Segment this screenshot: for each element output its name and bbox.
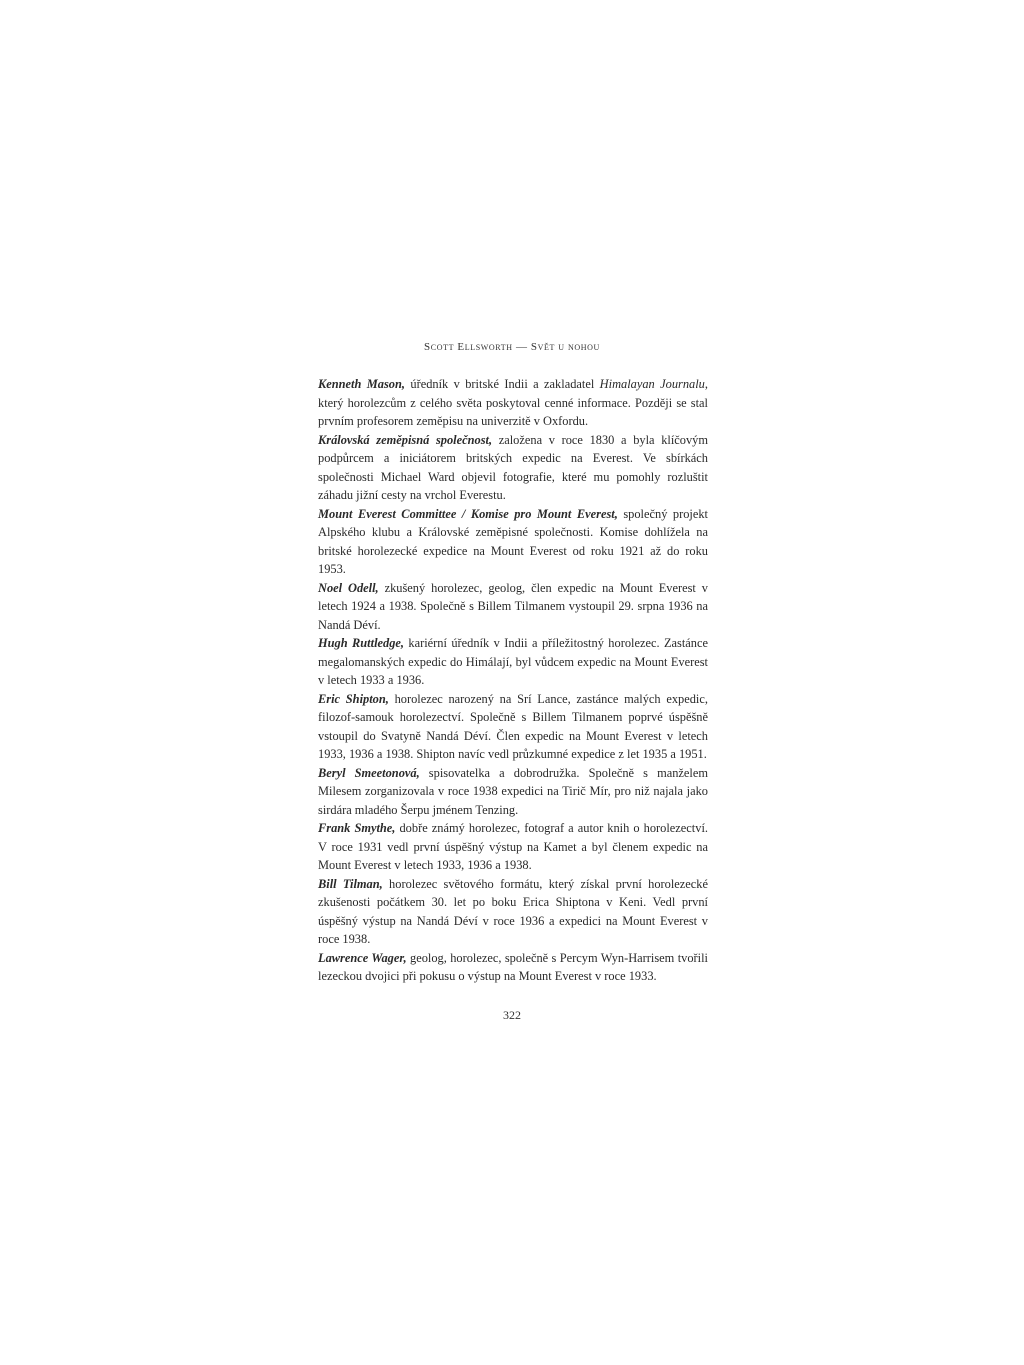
entry-italic-text: Himalayan Journalu xyxy=(599,377,705,391)
entry-term: Mount Everest Committee / Komise pro Mount Everest, xyxy=(318,506,618,521)
running-header: Scott Ellsworth — Svět u nohou xyxy=(424,341,600,353)
entry-text: , který horolezcům z celého světa poskytoval cenné informace. Později se stal prvním profesorem zeměpisu na univerzitě v Oxfordu. xyxy=(318,377,708,428)
entry-text: kariérní úředník v Indii a příležitostný horolezec. Zastánce megalomanských expedic do Himálají, byl vůdcem expedic na Mount Everest v letech 1933 a 1936. xyxy=(318,636,708,687)
glossary-body xyxy=(318,375,708,986)
entry-term: Bill Tilman, xyxy=(318,876,383,891)
entry-text: zkušený horolezec, geolog, člen expedic na Mount Everest v letech 1924 a 1938. Společně s Billem Tilmanem vystoupil 29. srpna 1936 na Nandá Déví. xyxy=(318,580,709,632)
entry-term: Hugh Ruttledge, xyxy=(318,636,404,650)
glossary-entry xyxy=(318,634,708,690)
page-number: 322 xyxy=(503,1008,521,1022)
glossary-entry xyxy=(318,875,708,949)
entry-term: Eric Shipton, xyxy=(318,691,389,706)
glossary-entry xyxy=(318,579,708,635)
glossary-entry xyxy=(318,819,708,875)
entry-text: založena v roce 1830 a byla klíčovým podpůrcem a iniciátorem britských expedic na Everest. Ve sbírkách společnosti Michael Ward objevil fotografie, které mu pomohly rozluštit záhadu jižní cesty na vrchol Everestu. xyxy=(318,432,708,502)
entry-text: společný projekt Alpského klubu a Královské zeměpisné společnosti. Komise dohlížela na britské horolezecké expedice na Mount Everest od roku 1921 až do roku 1953. xyxy=(318,506,708,576)
entry-term: Kenneth Mason, xyxy=(318,377,405,391)
entry-text: horolezec světového formátu, který získal první horolezecké zkušenosti počátkem 30. let po boku Erica Shiptona v Keni. Vedl první úspěšný výstup na Nandá Déví v roce 1936 a expedici na Mount Everest v roce 1938. xyxy=(318,876,708,946)
entry-term: Frank Smythe, xyxy=(318,821,396,835)
entry-term: Královská zeměpisná společnost, xyxy=(318,432,493,447)
entry-text: dobře známý horolezec, fotograf a autor knih o horolezectví. V roce 1931 vedl první úspěšný výstup na Kamet a byl členem expedic na Mount Everest v letech 1933, 1936 a 1938. xyxy=(318,821,708,872)
entry-text: horolezec narozený na Srí Lance, zastánce malých expedic, filozof-samouk horolezectví. Společně s Billem Tilmanem poprvé úspěšně vstoupil do Svatyně Nandá Déví. Člen expedic na Mount Everest v letech 1933, 1936 a 1938. Shipton navíc vedl průzkumné expedice z let 1935 a 1951. xyxy=(318,691,708,761)
entry-text: geolog, horolezec, společně s Percym Wyn-Harrisem tvořili lezeckou dvojici při pokusu o výstup na Mount Everest v roce 1933. xyxy=(318,950,708,983)
glossary-entry xyxy=(318,764,708,820)
entry-text: spisovatelka a dobrodružka. Společně s manželem Milesem zorganizovala v roce 1938 expedici na Tirič Mír, pro niž najala jako sirdára mladého Šerpu jménem Tenzing. xyxy=(318,765,708,817)
entry-term: Beryl Smeetonová, xyxy=(318,765,420,780)
glossary-entry xyxy=(318,949,708,986)
glossary-entry xyxy=(318,375,708,431)
glossary-entry xyxy=(318,505,708,579)
glossary-entry xyxy=(318,690,708,764)
entry-text: úředník v britské Indii a zakladatel xyxy=(405,377,600,391)
glossary-entry xyxy=(318,431,708,505)
entry-term: Lawrence Wager, xyxy=(318,950,407,965)
entry-term: Noel Odell, xyxy=(318,580,379,595)
